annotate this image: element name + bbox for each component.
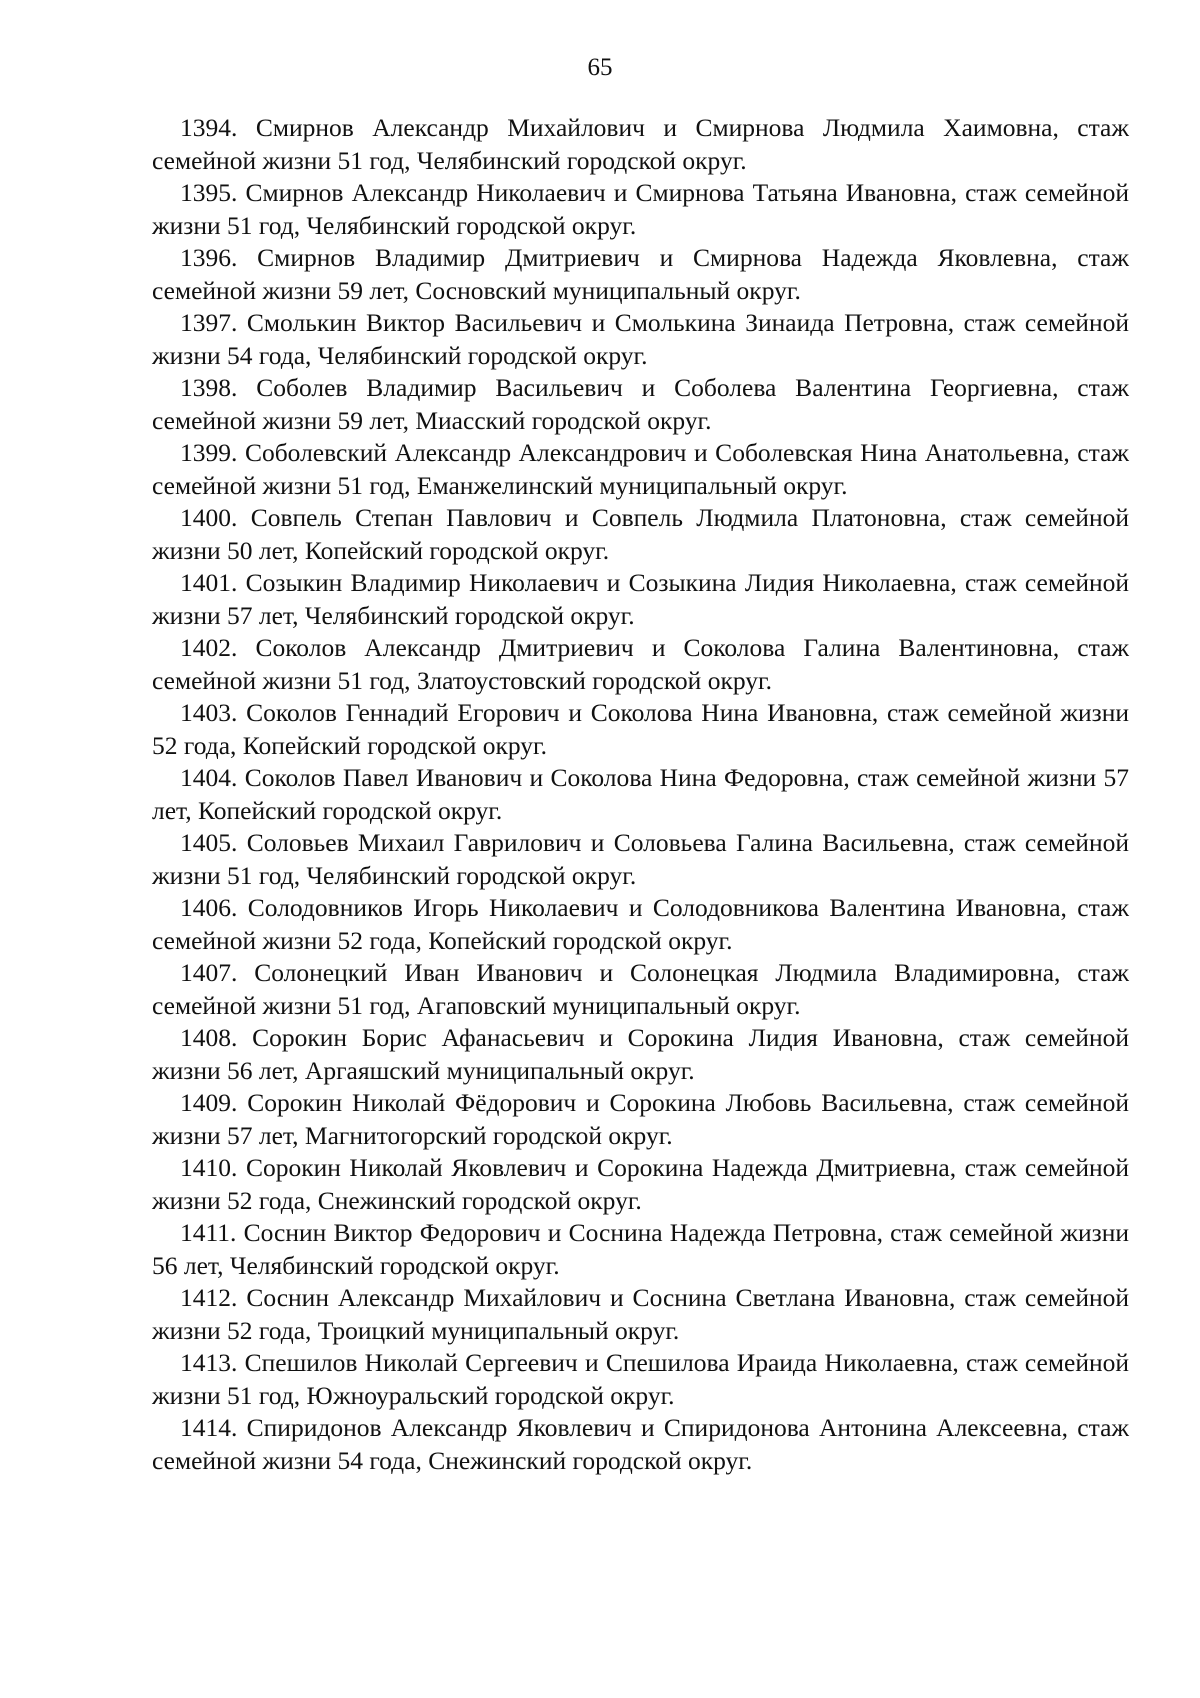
list-item (152, 632, 1129, 697)
list-item (152, 892, 1129, 957)
entry-text: Соснин Александр Михайлович и Соснина Светлана Ивановна, стаж семейной жизни 52 года, Троицкий муниципальный округ. (152, 1283, 1130, 1345)
entry-number: 1412. (180, 1283, 238, 1312)
entry-number: 1413. (180, 1348, 238, 1377)
entry-number: 1406. (180, 893, 238, 922)
entry-number: 1403. (180, 698, 238, 727)
list-item (152, 1347, 1129, 1412)
list-item (152, 1022, 1129, 1087)
list-item (152, 372, 1129, 437)
entries-list (152, 112, 1129, 1477)
entry-text: Соколов Геннадий Егорович и Соколова Нина Ивановна, стаж семейной жизни 52 года, Копейский городской округ. (152, 698, 1129, 760)
list-item (152, 437, 1129, 502)
entry-text: Соловьев Михаил Гаврилович и Соловьева Галина Васильевна, стаж семейной жизни 51 год, Челябинский городской округ. (152, 828, 1129, 890)
list-item (152, 762, 1129, 827)
entry-text: Спиридонов Александр Яковлевич и Спиридонова Антонина Алексеевна, стаж семейной жизни 54 года, Снежинский городской округ. (152, 1413, 1130, 1475)
entry-text: Смирнов Александр Николаевич и Смирнова Татьяна Ивановна, стаж семейной жизни 51 год, Челябинский городской округ. (152, 178, 1129, 240)
list-item (152, 1087, 1129, 1152)
list-item (152, 1217, 1129, 1282)
entry-text: Солонецкий Иван Иванович и Солонецкая Людмила Владимировна, стаж семейной жизни 51 год, Агаповский муниципальный округ. (152, 958, 1129, 1020)
entry-number: 1408. (180, 1023, 238, 1052)
entry-number: 1402. (180, 633, 238, 662)
list-item (152, 1152, 1129, 1217)
entry-text: Соболев Владимир Васильевич и Соболева Валентина Георгиевна, стаж семейной жизни 59 лет, Миасский городской округ. (152, 373, 1129, 435)
entry-number: 1411. (180, 1218, 237, 1247)
entry-number: 1414. (180, 1413, 238, 1442)
list-item (152, 1412, 1129, 1477)
list-item (152, 827, 1129, 892)
entry-text: Созыкин Владимир Николаевич и Созыкина Лидия Николаевна, стаж семейной жизни 57 лет, Челябинский городской округ. (152, 568, 1130, 630)
list-item (152, 1282, 1129, 1347)
list-item (152, 957, 1129, 1022)
entry-text: Соколов Александр Дмитриевич и Соколова Галина Валентиновна, стаж семейной жизни 51 год, Златоустовский городской округ. (152, 633, 1130, 695)
entry-text: Соколов Павел Иванович и Соколова Нина Федоровна, стаж семейной жизни 57 лет, Копейский городской округ. (152, 763, 1129, 825)
entry-number: 1410. (180, 1153, 238, 1182)
entry-number: 1407. (180, 958, 238, 987)
entry-number: 1400. (180, 503, 238, 532)
entry-text: Сорокин Николай Яковлевич и Сорокина Надежда Дмитриевна, стаж семейной жизни 52 года, Снежинский городской округ. (152, 1153, 1130, 1215)
entry-number: 1394. (180, 113, 238, 142)
list-item (152, 177, 1129, 242)
entry-number: 1404. (180, 763, 238, 792)
entry-text: Сорокин Николай Фёдорович и Сорокина Любовь Васильевна, стаж семейной жизни 57 лет, Магнитогорский городской округ. (152, 1088, 1129, 1150)
list-item (152, 307, 1129, 372)
entry-number: 1396. (180, 243, 238, 272)
entry-number: 1409. (180, 1088, 238, 1117)
entry-text: Смолькин Виктор Васильевич и Смолькина Зинаида Петровна, стаж семейной жизни 54 года, Челябинский городской округ. (152, 308, 1129, 370)
list-item (152, 242, 1129, 307)
entry-number: 1399. (180, 438, 238, 467)
entry-text: Совпель Степан Павлович и Совпель Людмила Платоновна, стаж семейной жизни 50 лет, Копейский городской округ. (152, 503, 1129, 565)
list-item (152, 112, 1129, 177)
entry-text: Соснин Виктор Федорович и Соснина Надежда Петровна, стаж семейной жизни 56 лет, Челябинский городской округ. (152, 1218, 1129, 1280)
entry-text: Сорокин Борис Афанасьевич и Сорокина Лидия Ивановна, стаж семейной жизни 56 лет, Аргаяшский муниципальный округ. (152, 1023, 1129, 1085)
list-item (152, 502, 1129, 567)
entry-number: 1395. (180, 178, 238, 207)
page-number: 65 (587, 54, 613, 81)
entry-text: Смирнов Владимир Дмитриевич и Смирнова Надежда Яковлевна, стаж семейной жизни 59 лет, Сосновский муниципальный округ. (152, 243, 1129, 305)
entry-number: 1397. (180, 308, 238, 337)
entry-text: Спешилов Николай Сергеевич и Спешилова Ираида Николаевна, стаж семейной жизни 51 год, Южноуральский городской округ. (152, 1348, 1130, 1410)
list-item (152, 697, 1129, 762)
entry-text: Смирнов Александр Михайлович и Смирнова Людмила Хаимовна, стаж семейной жизни 51 год, Челябинский городской округ. (152, 113, 1129, 175)
entry-number: 1398. (180, 373, 238, 402)
entry-text: Соболевский Александр Александрович и Соболевская Нина Анатольевна, стаж семейной жизни 51 год, Еманжелинский муниципальный округ. (152, 438, 1130, 500)
entry-number: 1405. (180, 828, 238, 857)
list-item (152, 567, 1129, 632)
entry-text: Солодовников Игорь Николаевич и Солодовникова Валентина Ивановна, стаж семейной жизни 52 года, Копейский городской округ. (152, 893, 1129, 955)
entry-number: 1401. (180, 568, 238, 597)
